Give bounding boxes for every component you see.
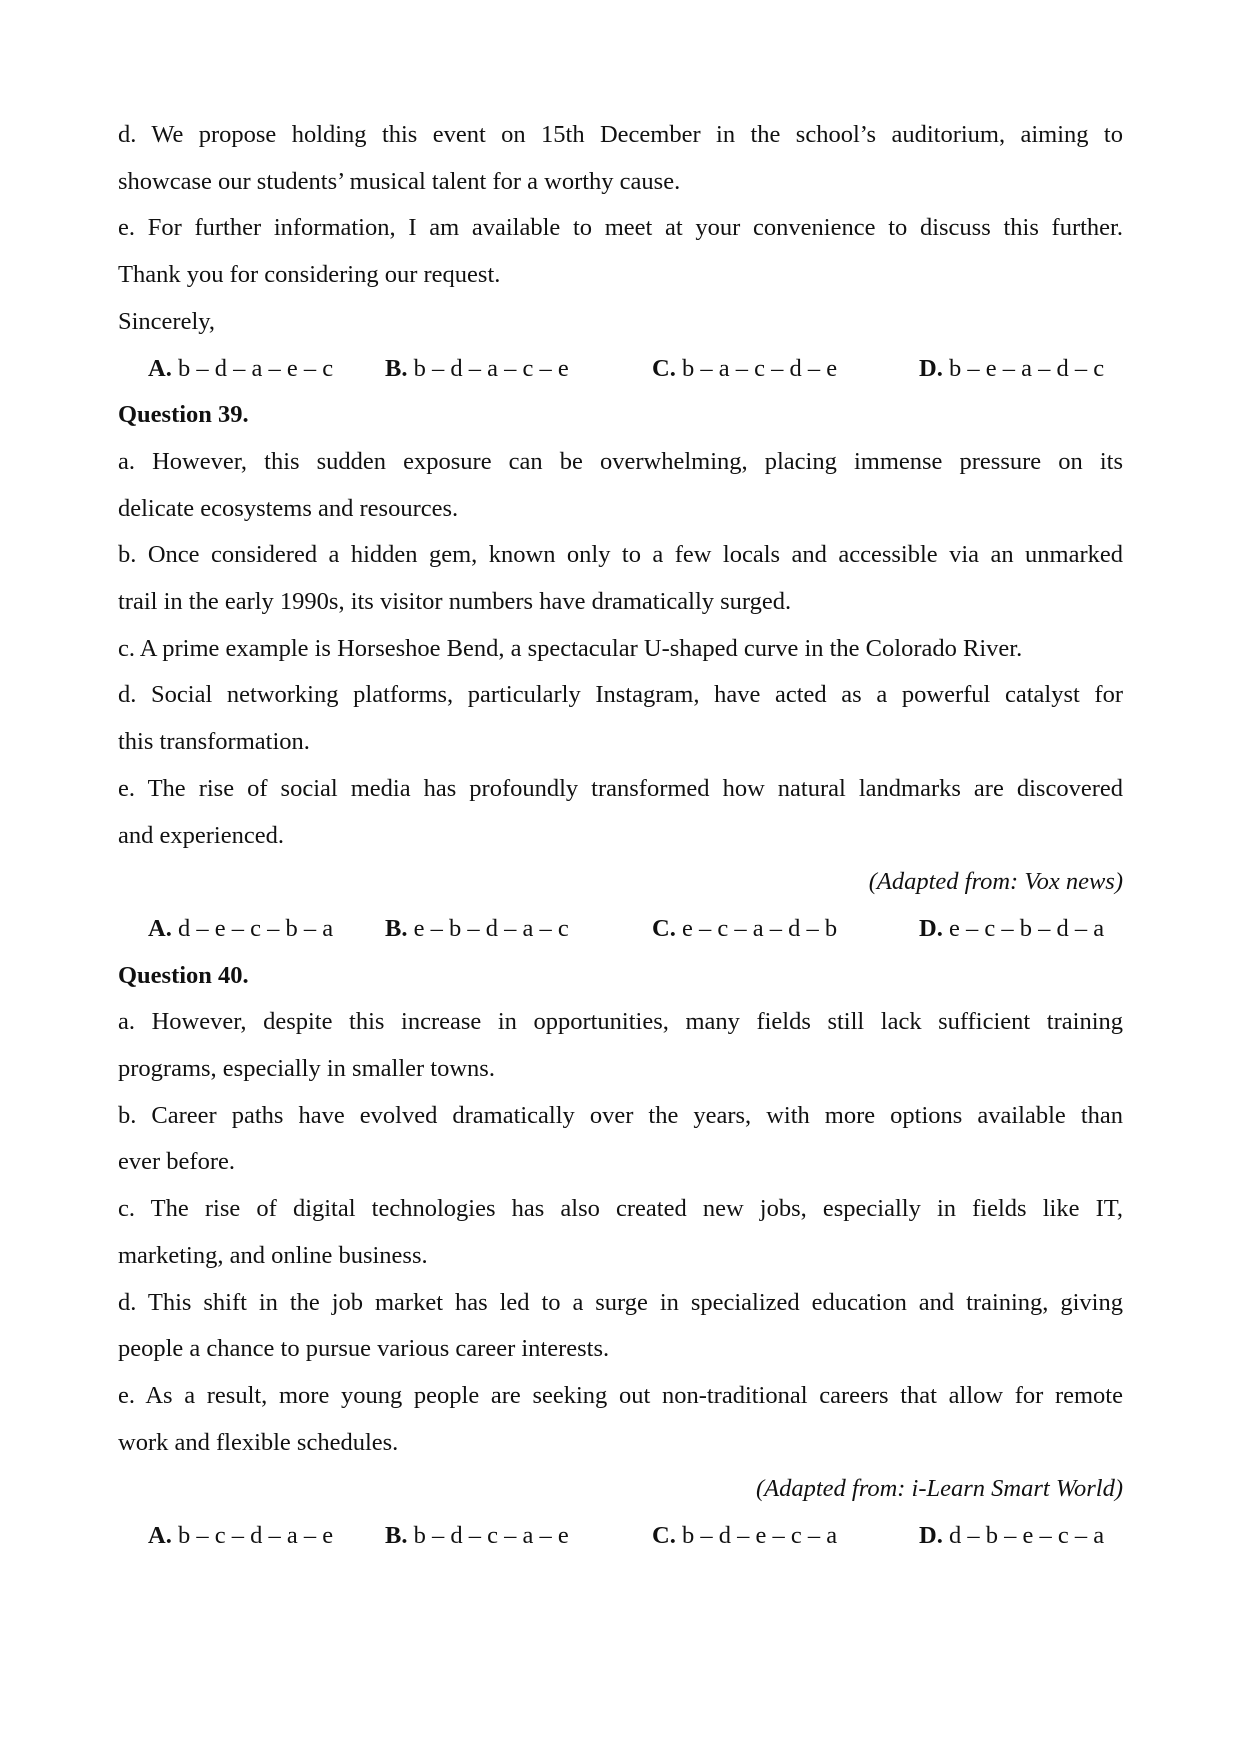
prev-item-e-line2: Thank you for considering our request. bbox=[118, 261, 501, 289]
q39-item-b-line1: b. Once considered a hidden gem, known only to a few locals and accessible via an unmarked bbox=[118, 541, 1123, 569]
q39-item-a-line2: delicate ecosystems and resources. bbox=[118, 494, 459, 522]
prev-option-a: A. b – d – a – e – c bbox=[148, 354, 334, 382]
prev-options bbox=[118, 346, 1123, 393]
q40-option-d: D. d – b – e – c – a bbox=[919, 1522, 1105, 1550]
q40-item-e-line1: e. As a result, more young people are seeking out non-traditional careers that allow for remote bbox=[118, 1381, 1123, 1409]
q40-item-d-line2: people a chance to pursue various career interests. bbox=[118, 1335, 610, 1363]
q39-item-e-line2: and experienced. bbox=[118, 821, 284, 849]
q39-item-d-line2: this transformation. bbox=[118, 728, 310, 756]
q40-item-a-line2: programs, especially in smaller towns. bbox=[118, 1055, 495, 1083]
q39-option-c: C. e – c – a – d – b bbox=[652, 914, 838, 942]
q40-option-b: B. b – d – c – a – e bbox=[385, 1522, 569, 1550]
q39-option-b: B. e – b – d – a – c bbox=[385, 914, 569, 942]
q39-item-c-line1: c. A prime example is Horseshoe Bend, a spectacular U-shaped curve in the Colorado River. bbox=[118, 634, 1023, 662]
document-page bbox=[118, 112, 1123, 1560]
q39-item-d-line1: d. Social networking platforms, particularly Instagram, have acted as a powerful catalyst for bbox=[118, 681, 1123, 709]
q40-item-b-line2: ever before. bbox=[118, 1148, 235, 1176]
prev-option-c: C. b – a – c – d – e bbox=[652, 354, 838, 382]
q39-source: (Adapted from: Vox news) bbox=[868, 868, 1123, 896]
q40-option-a: A. b – c – d – a – e bbox=[148, 1522, 334, 1550]
q39-option-a: A. d – e – c – b – a bbox=[148, 914, 334, 942]
q40-option-c: C. b – d – e – c – a bbox=[652, 1522, 838, 1550]
prev-item-d-line2: showcase our students’ musical talent for a worthy cause. bbox=[118, 167, 681, 195]
q39-item-a-line1: a. However, this sudden exposure can be overwhelming, placing immense pressure on its bbox=[118, 447, 1123, 475]
q40-item-e-line2: work and flexible schedules. bbox=[118, 1428, 399, 1456]
prev-item-d-line1: d. We propose holding this event on 15th December in the school’s auditorium, aiming to bbox=[118, 121, 1123, 148]
q39-option-d: D. e – c – b – d – a bbox=[919, 914, 1105, 942]
prev-option-d: D. b – e – a – d – c bbox=[919, 354, 1105, 382]
question-39-title: Question 39. bbox=[118, 401, 249, 429]
q39-item-e-line1: e. The rise of social media has profoundly transformed how natural landmarks are discovered bbox=[118, 774, 1123, 802]
prev-item-e-line1: e. For further information, I am available to meet at your convenience to discuss this further. bbox=[118, 214, 1123, 242]
q39-item-b-line2: trail in the early 1990s, its visitor numbers have dramatically surged. bbox=[118, 588, 792, 616]
q40-item-c-line1: c. The rise of digital technologies has also created new jobs, especially in fields like IT, bbox=[118, 1195, 1123, 1223]
q40-item-d-line1: d. This shift in the job market has led to a surge in specialized education and training, giving bbox=[118, 1288, 1123, 1316]
q40-item-c-line2: marketing, and online business. bbox=[118, 1241, 428, 1269]
q40-options bbox=[118, 1513, 1123, 1560]
prev-option-b: B. b – d – a – c – e bbox=[385, 354, 569, 382]
q40-source: (Adapted from: i-Learn Smart World) bbox=[755, 1475, 1123, 1503]
q40-item-a-line1: a. However, despite this increase in opportunities, many fields still lack sufficient training bbox=[118, 1008, 1123, 1036]
question-40-title: Question 40. bbox=[118, 961, 249, 989]
q40-item-b-line1: b. Career paths have evolved dramatically over the years, with more options available than bbox=[118, 1101, 1123, 1129]
letter-closing: Sincerely, bbox=[118, 307, 216, 335]
q39-options bbox=[118, 906, 1123, 953]
